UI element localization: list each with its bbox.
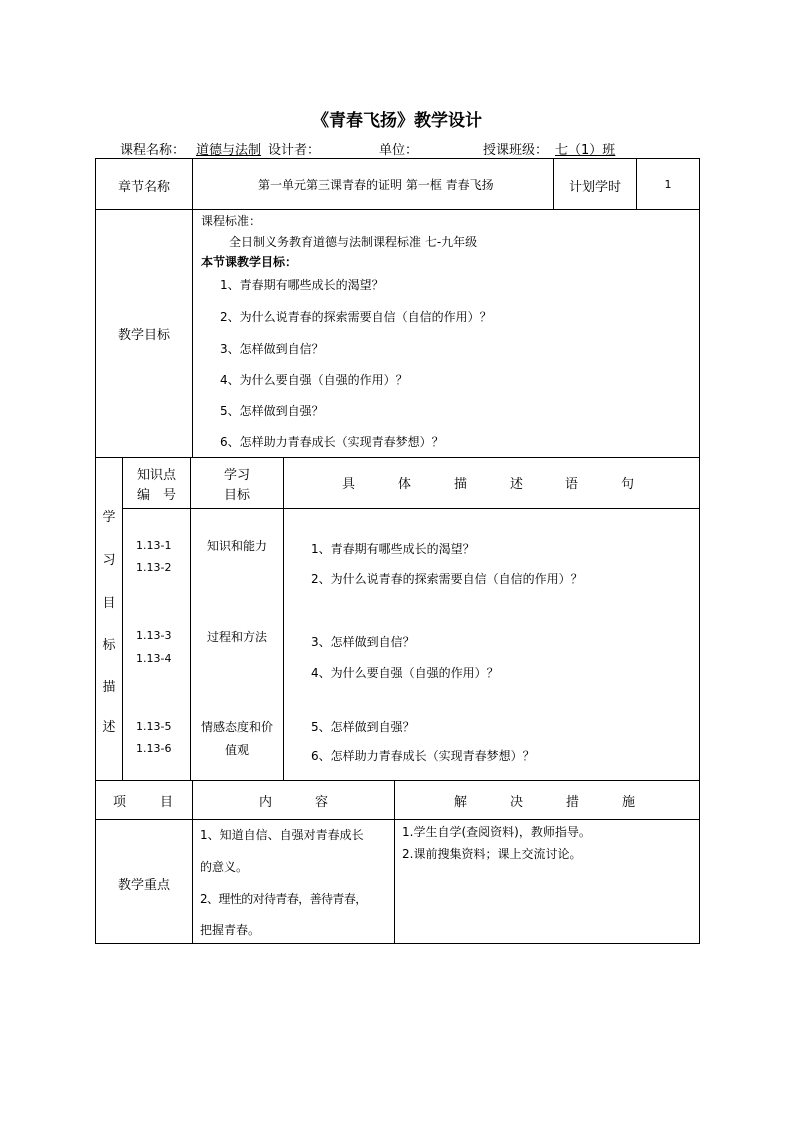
- header-solution-char: 施: [622, 795, 636, 810]
- side-char: 目: [102, 596, 116, 611]
- learning-goal: 值观: [224, 743, 249, 757]
- solution-line: 1.学生自学(查阅资料)，教师指导。: [402, 825, 591, 839]
- knowledge-code: 1.13-2: [136, 561, 172, 574]
- side-char: 习: [102, 553, 116, 568]
- content-line: 2、理性的对待青春，善待青春，: [200, 892, 367, 906]
- unit-label: 单位：: [379, 143, 419, 158]
- objective-item: 2、为什么说青春的探索需要自信（自信的作用）？: [220, 310, 492, 324]
- description-line: 6、怎样助力青春成长（实现青春梦想）？: [311, 749, 535, 763]
- header-content-char: 内: [259, 795, 273, 810]
- header-content-char: 容: [315, 795, 329, 810]
- hours-value: 1: [664, 178, 672, 191]
- document-title: 《青春飞扬》教学设计: [312, 111, 482, 131]
- objective-item: 1、青春期有哪些成长的渴望？: [220, 278, 384, 292]
- col-desc-char: 体: [398, 477, 412, 492]
- description-line: 3、怎样做到自信？: [311, 635, 415, 649]
- objective-item: 4、为什么要自强（自强的作用）？: [220, 373, 408, 387]
- header-item-char: 目: [160, 795, 174, 810]
- standard-heading: 课程标准：: [201, 214, 262, 228]
- col-code-header: 知识点: [136, 468, 176, 483]
- col-desc-char: 描: [454, 477, 468, 492]
- col-desc-char: 句: [621, 477, 635, 492]
- objective-item: 6、怎样助力青春成长（实现青春梦想）？: [220, 435, 444, 449]
- objectives-label: 教学目标: [117, 328, 170, 343]
- content-line: 1、知道自信、自强对青春成长: [200, 828, 364, 842]
- description-line: 4、为什么要自强（自强的作用）？: [311, 666, 499, 680]
- side-char: 描: [102, 680, 116, 695]
- chapter-label: 章节名称: [117, 180, 170, 195]
- solution-line: 2.课前搜集资料；课上交流讨论。: [402, 847, 582, 861]
- designer-label: 设计者：: [268, 143, 321, 158]
- knowledge-code: 1.13-4: [136, 652, 172, 665]
- class-label: 授课班级：: [483, 143, 549, 158]
- col-goal-header: 学习: [223, 468, 250, 483]
- learning-goal: 过程和方法: [206, 630, 267, 644]
- learning-goal: 情感态度和价: [200, 720, 273, 734]
- col-desc-char: 语: [565, 477, 579, 492]
- col-desc-char: 具: [342, 477, 356, 492]
- objective-item: 5、怎样做到自强？: [220, 404, 324, 418]
- knowledge-code: 1.13-3: [136, 629, 172, 642]
- key-points-label: 教学重点: [117, 878, 170, 893]
- description-line: 1、青春期有哪些成长的渴望？: [311, 542, 475, 556]
- knowledge-code: 1.13-5: [136, 720, 172, 733]
- header-solution-char: 决: [510, 795, 524, 810]
- hours-label: 计划学时: [568, 180, 621, 195]
- header-solution-char: 措: [566, 795, 580, 810]
- header-item-char: 项: [113, 795, 127, 810]
- col-desc-char: 述: [510, 477, 524, 492]
- knowledge-code: 1.13-6: [136, 742, 172, 755]
- course-value: 道德与法制: [196, 143, 262, 158]
- description-line: 2、为什么说青春的探索需要自信（自信的作用）？: [311, 572, 583, 586]
- goal-heading: 本节课教学目标：: [201, 255, 298, 269]
- class-value: 七（1）班: [555, 143, 616, 158]
- content-line: 的意义。: [200, 860, 249, 874]
- learning-goal: 知识和能力: [206, 539, 267, 553]
- knowledge-code: 1.13-1: [136, 539, 172, 552]
- side-char: 述: [102, 720, 116, 735]
- header-solution-char: 解: [454, 795, 468, 810]
- objective-item: 3、怎样做到自信？: [220, 342, 324, 356]
- description-line: 5、怎样做到自强？: [311, 720, 415, 734]
- col-goal-header: 目标: [223, 488, 250, 503]
- side-char: 标: [102, 638, 116, 653]
- col-code-header: 编 号: [136, 488, 176, 503]
- side-char: 学: [102, 510, 116, 525]
- chapter-value: 第一单元第三课青春的证明 第一框 青春飞扬: [258, 178, 494, 192]
- standard-text: 全日制义务教育道德与法制课程标准 七-九年级: [229, 235, 478, 249]
- content-line: 把握青春。: [200, 923, 261, 937]
- course-label: 课程名称：: [120, 143, 186, 158]
